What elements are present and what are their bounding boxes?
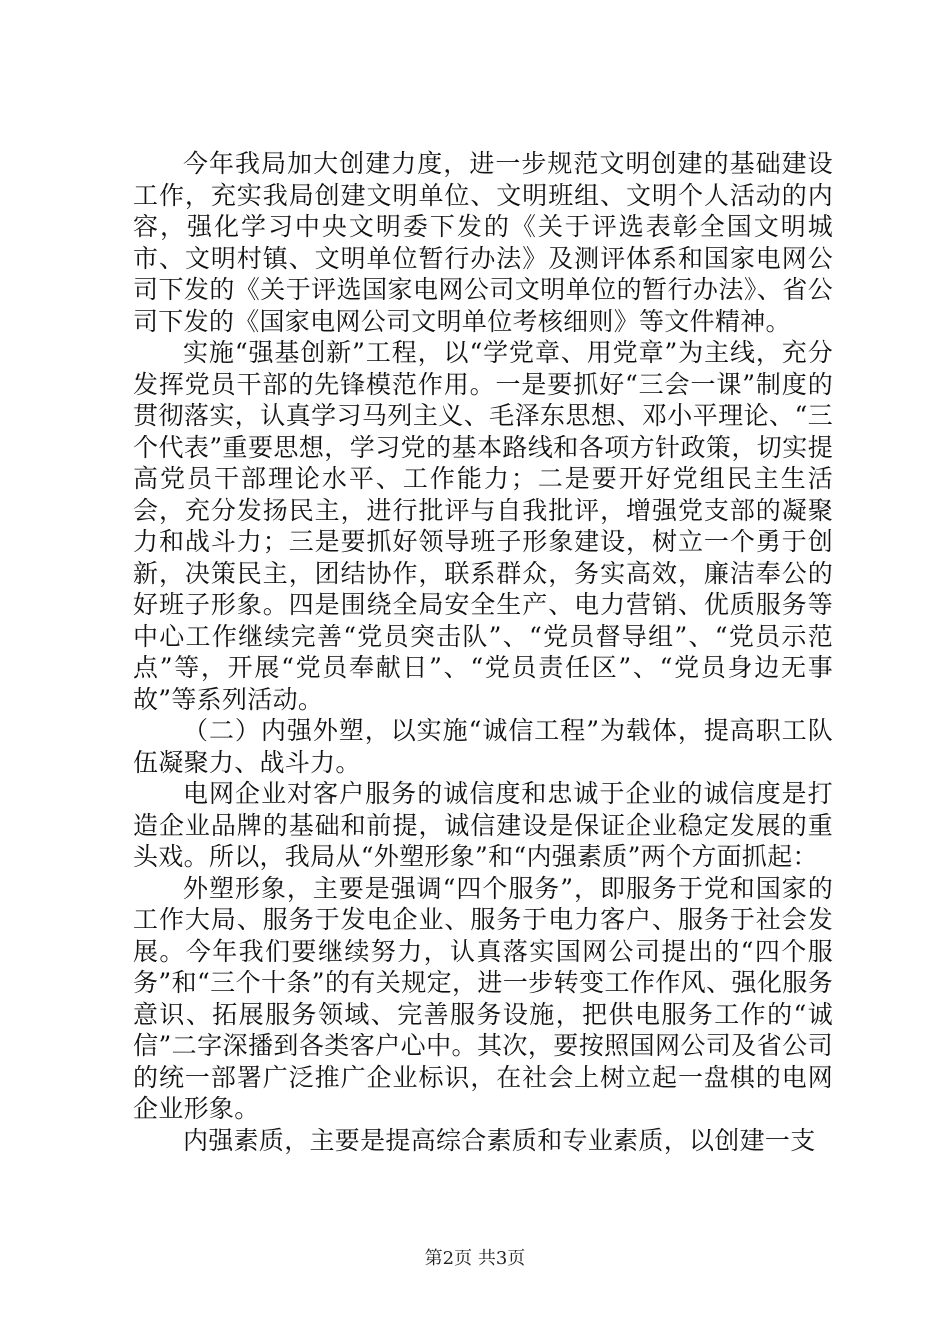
paragraph-6: 内强素质，主要是提高综合素质和专业素质，以创建一支 <box>183 1125 816 1155</box>
paragraph-4: 电网企业对客户服务的诚信度和忠诚于企业的诚信度是打造企业品牌的基础和前提，诚信建设是保证企业稳定发展的重头戏。所以，我局从“外塑形象”和“内强素质”两个方面抓起： <box>133 779 833 871</box>
document-body <box>133 148 833 1156</box>
paragraph-5: 外塑形象，主要是强调“四个服务”，即服务于党和国家的工作大局、服务于发电企业、服务于电力客户、服务于社会发展。今年我们要继续努力，认真落实国网公司提出的“四个服务”和“三个十条”的有关规定，进一步转变工作作风、强化服务意识、拓展服务领域、完善服务设施，把供电服务工作的“诚信”二字深播到各类客户心中。其次，要按照国网公司及省公司的统一部署广泛推广企业标识，在社会上树立起一盘棋的电网企业形象。 <box>133 873 833 1123</box>
paragraph-2: 实施“强基创新”工程，以“学党章、用党章”为主线，充分发挥党员干部的先锋模范作用。一是要抓好“三会一课”制度的贯彻落实，认真学习马列主义、毛泽东思想、邓小平理论、“三个代表”重要思想，学习党的基本路线和各项方针政策，切实提高党员干部理论水平、工作能力；二是要开好党组民主生活会，充分发扬民主，进行批评与自我批评，增强党支部的凝聚力和战斗力；三是要抓好领导班子形象建设，树立一个勇于创新，决策民主，团结协作，联系群众，务实高效，廉洁奉公的好班子形象。四是围绕全局安全生产、电力营销、优质服务等中心工作继续完善“党员突击队”、“党员督导组”、“党员示范点”等，开展“党员奉献日”、“党员责任区”、“党员身边无事故”等系列活动。 <box>133 338 833 714</box>
paragraph-1: 今年我局加大创建力度，进一步规范文明创建的基础建设工作，充实我局创建文明单位、文明班组、文明个人活动的内容，强化学习中央文明委下发的《关于评选表彰全国文明城市、文明村镇、文明单位暂行办法》及测评体系和国家电网公司下发的《关于评选国家电网公司文明单位的暂行办法》、省公司下发的《国家电网公司文明单位考核细则》等文件精神。 <box>133 149 833 336</box>
page-footer: 第2页 共3页 <box>424 1248 526 1269</box>
paragraph-3: （二）内强外塑，以实施“诚信工程”为载体，提高职工队伍凝聚力、战斗力。 <box>133 716 833 777</box>
